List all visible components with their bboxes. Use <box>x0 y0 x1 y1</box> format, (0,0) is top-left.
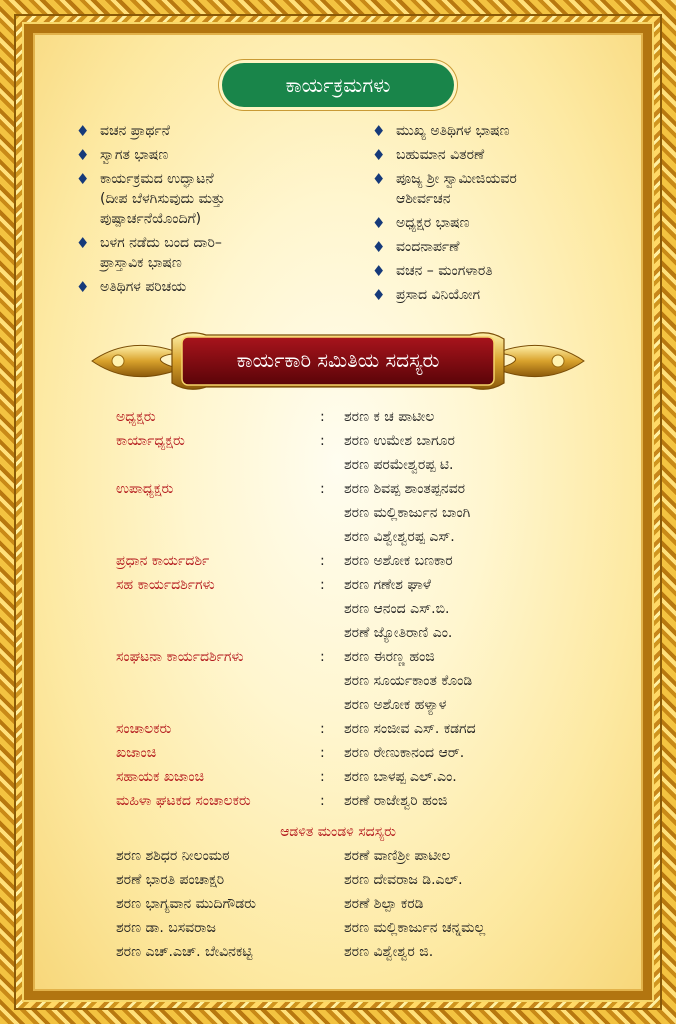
committee-member-name: ಶರಣೆ ರಾಜೇಶ್ವರಿ ಹಂಜಿ <box>344 793 448 809</box>
program-item-label: ಅತಿಥಿಗಳ ಪರಿಚಯ <box>100 279 187 295</box>
committee-member-name: ಶರಣ ಆನಂದ ಎಸ್.ಬಿ. <box>344 601 450 617</box>
program-item <box>372 285 612 305</box>
committee-colon: : <box>320 409 325 425</box>
committee-role: ಪ್ರಧಾನ ಕಾರ್ಯದರ್ಶಿ <box>116 553 210 569</box>
board-left-list <box>116 846 336 966</box>
board-title: ಆಡಳಿತ ಮಂಡಳಿ ಸದಸ್ಯರು <box>280 824 396 840</box>
board-right-list <box>344 846 594 966</box>
committee-role: ಕಾರ್ಯಾಧ್ಯಕ್ಷರು <box>116 433 185 449</box>
board-member-name: ಶರಣೆ ಶಿಲ್ಪಾ ಕರಡಿ <box>344 896 424 912</box>
committee-role: ಸಹ ಕಾರ್ಯದರ್ಶಿಗಳು <box>116 577 215 593</box>
committee-member-name: ಶರಣ ಸಂಜೀವ ಎಸ್. ಕಡಗದ <box>344 721 476 737</box>
board-member-name: ಶರಣ ಡಾ. ಬಸವರಾಜ <box>116 920 216 936</box>
committee-title: ಕಾರ್ಯಕಾರಿ ಸಮಿತಿಯ ಸದಸ್ಯರು <box>236 348 440 372</box>
committee-member-name: ಶರಣ ಕ ಚ ಪಾಟೀಲ <box>344 409 435 425</box>
committee-role: ಖಜಾಂಚಿ <box>116 745 157 761</box>
programs-left-list <box>76 121 336 301</box>
program-item <box>76 277 336 297</box>
programs-right-list <box>372 121 612 309</box>
committee-member-name: ಶರಣ ಪರಮೇಶ್ವರಪ್ಪ ಟಿ. <box>344 457 454 473</box>
committee-role: ಸಂಘಟನಾ ಕಾರ್ಯದರ್ಶಿಗಳು <box>116 649 244 665</box>
program-item <box>372 213 612 233</box>
program-item <box>76 145 336 165</box>
committee-member-name: ಶರಣ ವಿಶ್ವೇಶ್ವರಪ್ಪ ಎಸ್. <box>344 529 455 545</box>
committee-colon: : <box>320 769 325 785</box>
programs-title: ಕಾರ್ಯಕ್ರಮಗಳು <box>222 63 454 107</box>
program-item-label: ವಂದನಾರ್ಪಣೆ <box>396 239 460 255</box>
committee-colon: : <box>320 745 325 761</box>
board-member-name: ಶರಣೆ ಭಾರತಿ ಪಂಚಾಕ್ಷರಿ <box>116 872 225 888</box>
board-member-name: ಶರಣ ಭಾಗ್ಯವಾನ ಮುದಿಗೌಡರು <box>116 896 256 912</box>
program-item <box>372 169 612 209</box>
committee-colon: : <box>320 577 325 593</box>
committee-colon: : <box>320 793 325 809</box>
committee-role: ಅಧ್ಯಕ್ಷರು <box>116 409 156 425</box>
committee-colon: : <box>320 433 325 449</box>
program-item <box>76 121 336 141</box>
committee-colon: : <box>320 481 325 497</box>
committee-member-name: ಶರಣ ಸೂರ್ಯಕಾಂತ ಕೊಂಡಿ <box>344 673 473 689</box>
program-item-label: ಸ್ವಾಗತ ಭಾಷಣ <box>100 147 169 163</box>
program-item-label: ಮುಖ್ಯ ಅತಿಥಿಗಳ ಭಾಷಣ <box>396 123 510 139</box>
committee-colon: : <box>320 553 325 569</box>
committee-colon: : <box>320 721 325 737</box>
committee-member-name: ಶರಣ ಶಿವಪ್ಪ ಶಾಂತಪ್ಪನವರ <box>344 481 466 497</box>
program-item <box>372 121 612 141</box>
program-item <box>76 169 336 229</box>
committee-role: ಸಂಚಾಲಕರು <box>116 721 172 737</box>
program-item <box>372 145 612 165</box>
program-item-label: ಬಹುಮಾನ ವಿತರಣೆ <box>396 147 485 163</box>
program-item-label: ಅಧ್ಯಕ್ಷರ ಭಾಷಣ <box>396 215 470 231</box>
program-item <box>76 233 336 273</box>
committee-member-name: ಶರಣ ರೇಣುಕಾನಂದ ಆರ್. <box>344 745 465 761</box>
program-item-label: ಕಾರ್ಯಕ್ರಮದ ಉದ್ಘಾಟನೆ (ದೀಪ ಬೆಳಗಿಸುವುದು ಮತ್ತು ಪುಷ್ಪಾರ್ಚನೆಯೊಂದಿಗೆ) <box>100 171 225 227</box>
program-item-label: ವಚನ – ಮಂಗಳಾರತಿ <box>396 263 493 279</box>
program-item <box>372 261 612 281</box>
committee-role: ಸಹಾಯಕ ಖಜಾಂಚಿ <box>116 769 204 785</box>
committee-member-name: ಶರಣ ಬಾಳಪ್ಪ ಎಲ್.ಎಂ. <box>344 769 457 785</box>
board-member-name: ಶರಣ ವಿಶ್ವೇಶ್ವರ ಜಿ. <box>344 944 434 960</box>
committee-member-name: ಶರಣೆ ಜ್ಯೋತಿರಾಣಿ ಎಂ. <box>344 625 453 641</box>
committee-member-name: ಶರಣ ಗಣೇಶ ಘಾಳೆ <box>344 577 431 593</box>
program-item-label: ವಚನ ಪ್ರಾರ್ಥನೆ <box>100 123 170 139</box>
program-item-label: ಪ್ರಸಾದ ವಿನಿಯೋಗ <box>396 287 481 303</box>
board-member-name: ಶರಣ ಎಚ್.ಎಚ್. ಬೇವಿನಕಟ್ಟಿ <box>116 944 253 960</box>
committee-member-name: ಶರಣ ಅಶೋಕ ಹಳ್ಯಾಳ <box>344 697 447 713</box>
program-item-label: ಬಳಗ ನಡೆದು ಬಂದ ದಾರಿ– ಪ್ರಾಸ್ತಾವಿಕ ಭಾಷಣ <box>100 235 222 271</box>
committee-role: ಉಪಾಧ್ಯಕ್ಷರು <box>116 481 174 497</box>
program-item-label: ಪೂಜ್ಯ ಶ್ರೀ ಸ್ವಾಮೀಜಿಯವರ ಆಶೀರ್ವಚನ <box>396 171 517 207</box>
committee-role: ಮಹಿಳಾ ಘಟಕದ ಸಂಚಾಲಕರು <box>116 793 251 809</box>
board-member-name: ಶರಣೆ ವಾಣಿಶ್ರೀ ಪಾಟೀಲ <box>344 848 451 864</box>
committee-member-name: ಶರಣ ಉಮೇಶ ಬಾಗೂರ <box>344 433 455 449</box>
board-member-name: ಶರಣ ಮಲ್ಲಿಕಾರ್ಜುನ ಚನ್ನಮಲ್ಲ <box>344 920 486 936</box>
board-member-name: ಶರಣ ದೇವರಾಜ ಡಿ.ಎಲ್. <box>344 872 463 888</box>
committee-member-name: ಶರಣ ಈರಣ್ಣ ಹಂಜಿ <box>344 649 435 665</box>
board-member-name: ಶರಣ ಶಶಿಧರ ನೀಲಂಮಠ <box>116 848 230 864</box>
committee-colon: : <box>320 649 325 665</box>
committee-member-name: ಶರಣ ಅಶೋಕ ಬಣಕಾರ <box>344 553 453 569</box>
program-item <box>372 237 612 257</box>
committee-member-name: ಶರಣ ಮಲ್ಲಿಕಾರ್ಜುನ ಬಾಂಗಿ <box>344 505 471 521</box>
